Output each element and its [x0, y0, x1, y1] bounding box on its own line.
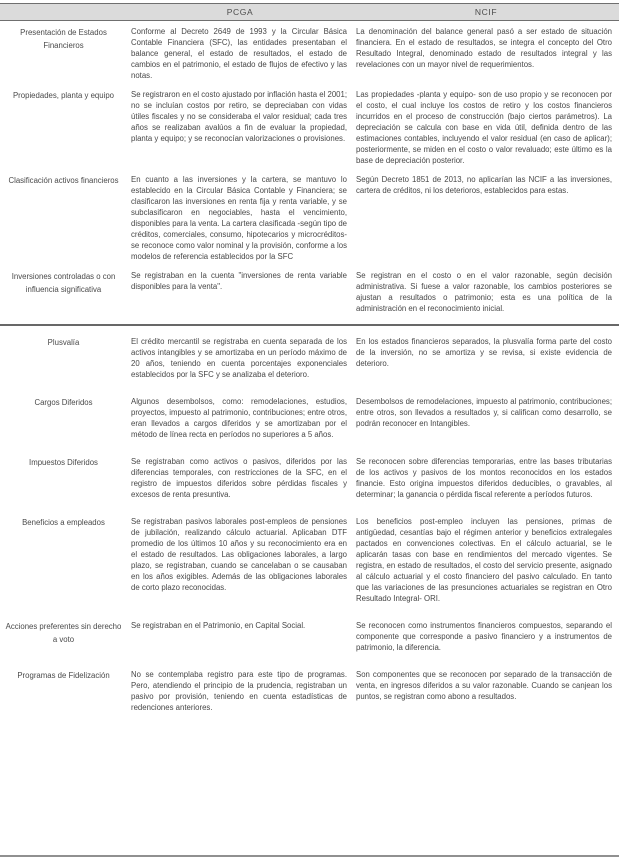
table-row-impuestos-diferidos [0, 456, 619, 500]
row-label: Cargos Diferidos [34, 398, 93, 407]
ncif-cell: En los estados financieros separados, la plusvalía forma parte del costo de la inversión, no se amortiza y se revisa, si existe evidencia de deterioro. [356, 337, 612, 368]
row-label: Presentación de Estados Financieros [20, 28, 107, 50]
pcga-cell: Se registraron en el costo ajustado por inflación hasta el 2001; no se incluían costos por retiro, se depreciaban con vidas útiles fiscales y no se consideraba el valor residual; cada tres años se realizaban avalúos a fin de evaluar la propiedad, planta y equipo; y se reconocían valorizaciones o provisiones. [131, 90, 347, 143]
table-header-row [0, 3, 619, 21]
pcga-cell: Se registraban como activos o pasivos, diferidos por las diferencias temporales, con restricciones de la SFC, en el registro de impuestos diferidos sobre pérdidas fiscales y excesos de renta presuntiva. [131, 457, 347, 499]
pcga-cell: Algunos desembolsos, como: remodelaciones, estudios, proyectos, impuesto al patrimonio, contribuciones; entre otros, eran llevados a cargos diferidos y se amortizaban por el método de línea recta en períodos no superiores a 5 años. [131, 397, 347, 439]
pcga-cell: En cuanto a las inversiones y la cartera, se mantuvo lo establecido en la Circular Básica Contable y Financiera; se clasificaron las inversiones en renta fija y renta variable, y se subclasificaron en negociables, hasta el vencimiento, disponibles para la venta. La cartera clasificada -según tipo de créditos, comerciales, consumo, hipotecarios y microcréditos- se reconoce como valor nominal y la provisión, conforme a los modelos de referencia establecidos por la SFC [131, 175, 347, 261]
ncif-cell: Se registran en el costo o en el valor razonable, según decisión administrativa. Si fuese a valor razonable, los cambios posteriores se ajustan a resultados o patrimonio; esta es una política de la administración en el reconocimiento inicial. [356, 271, 612, 313]
pcga-cell: El crédito mercantil se registraba en cuenta separada de los activos intangibles y se amortizaba en un período máximo de 20 años, teniendo en cuenta porcentajes exponenciales establecidos por la SFC y se analizaba el deterioro. [131, 337, 347, 379]
row-label: Clasificación activos financieros [8, 176, 119, 185]
table-section-1 [0, 21, 619, 322]
row-label: Propiedades, planta y equipo [12, 91, 114, 100]
table-section-2 [0, 326, 619, 729]
row-label: Inversiones controladas o con influencia significativa [11, 272, 116, 294]
row-label: Impuestos Diferidos [29, 458, 98, 467]
ncif-cell: Según Decreto 1851 de 2013, no aplicarían las NCIF a las inversiones, cartera de créditos, ni los deterioros, establecidos para estas. [356, 175, 612, 195]
pcga-cell: Se registraban en el Patrimonio, en Capital Social. [131, 621, 306, 630]
pcga-cell: Se registraban en la cuenta "inversiones de renta variable disponibles para la venta". [131, 271, 347, 291]
table-row-plusvalia [0, 336, 619, 380]
ncif-cell: Se reconocen como instrumentos financieros compuestos, separando el componente que corresponde a pasivo financiero y a instrumentos de patrimonio, la diferencia. [356, 621, 612, 652]
table-row-beneficios-empleados [0, 516, 619, 604]
table-row-cargos-diferidos [0, 396, 619, 440]
row-label: Acciones preferentes sin derecho a voto [5, 622, 122, 644]
table-row-clasificacion-activos-financieros [0, 174, 619, 262]
ncif-cell: Desembolsos de remodelaciones, impuesto al patrimonio, contribuciones; entre otros, son llevados a resultados y, si califican como desarrollo, se podrán reconocer en Intangibles. [356, 397, 612, 428]
row-label: Programas de Fidelización [17, 671, 110, 680]
ncif-cell: La denominación del balance general pasó a ser estado de situación financiera. En el estado de resultados, se integra el concepto del Otro Resultado Integral, denominado estado de resultados integral y las revelaciones con un mayor nivel de requerimientos. [356, 27, 612, 69]
row-label: Plusvalía [47, 338, 80, 347]
column-header-ncif: NCIF [474, 7, 498, 17]
table-row-propiedades-planta-equipo [0, 89, 619, 166]
table-bottom-border-line [0, 855, 619, 865]
pcga-cell: Se registraban pasivos laborales post-empleos de pensiones de jubilación, realizando cálculo actuarial. Aplicaban DTF promedio de los últimos 10 años y su reconocimiento era en el estado de resultados. Las obligaciones laborales, a largo plazo, se registraban, cuando se cancelaban o se causaban en los años exigibles. Además de las obligaciones laborales de corto plazo reconocidas. [131, 517, 347, 592]
table-row-presentacion-estados-financieros [0, 26, 619, 81]
table-row-programas-fidelizacion [0, 669, 619, 713]
ncif-cell: Son componentes que se reconocen por separado de la transacción de venta, en ingresos diferidos a su valor razonable. Cuando se canjean los puntos, se registran como abono a resultados. [356, 670, 612, 701]
row-label: Beneficios a empleados [22, 518, 105, 527]
pcga-cell: Conforme al Decreto 2649 de 1993 y la Circular Básica Contable Financiera (SFC), las entidades presentaban el balance general, el estado de resultados, el estado de cambios en el patrimonio, el estado de flujos de efectivo y las notas. [131, 27, 347, 80]
ncif-cell: Se reconocen sobre diferencias temporarias, entre las bases tributarias de los activos y pasivos de los montos reconocidos en los estados financie. Esto origina impuestos diferidos deducibles, o gravables, al determinar; la ganancia o pérdida fiscal referente a períodos futuros. [356, 457, 612, 499]
column-header-pcga: PCGA [226, 7, 254, 17]
ncif-cell: Los beneficios post-empleo incluyen las pensiones, primas de antigüedad, cesantías bajo el régimen anterior y beneficios extralegales pactados en convenciones colectivas. En el cálculo actuarial, se le aplicarán tasas con base en rendimientos del mercado vigentes. Se registra, en estado de resultados, el costo del servicio presente, asignado al cálculo actuarial y el costo financiero del pasivo calculado. En tanto que las variaciones de las presunciones actuariales se registran en Otro Resultado Integral- ORI. [356, 517, 612, 603]
table-row-acciones-preferentes [0, 620, 619, 653]
ncif-cell: Las propiedades -planta y equipo- son de uso propio y se reconocen por el costo, el cual incluye los costos de retiro y los costos financieros incurridos en el proceso de construcción (bajo ciertos parámetros). La depreciación se calcula con base en vida útil, definida dentro de las estimaciones contables, incluyendo el valor residual (en caso de aplicar); posteriormente, se miden en el costo o valor revaluado; este último es la base de depreciación posterior. [356, 90, 612, 165]
pcga-cell: No se contemplaba registro para este tipo de programas. Pero, atendiendo el principio de la prudencia, registraban un pasivo por provisión, teniendo en cuenta estadísticas de redenciones anteriores. [131, 670, 347, 712]
table-row-inversiones-controladas [0, 270, 619, 314]
